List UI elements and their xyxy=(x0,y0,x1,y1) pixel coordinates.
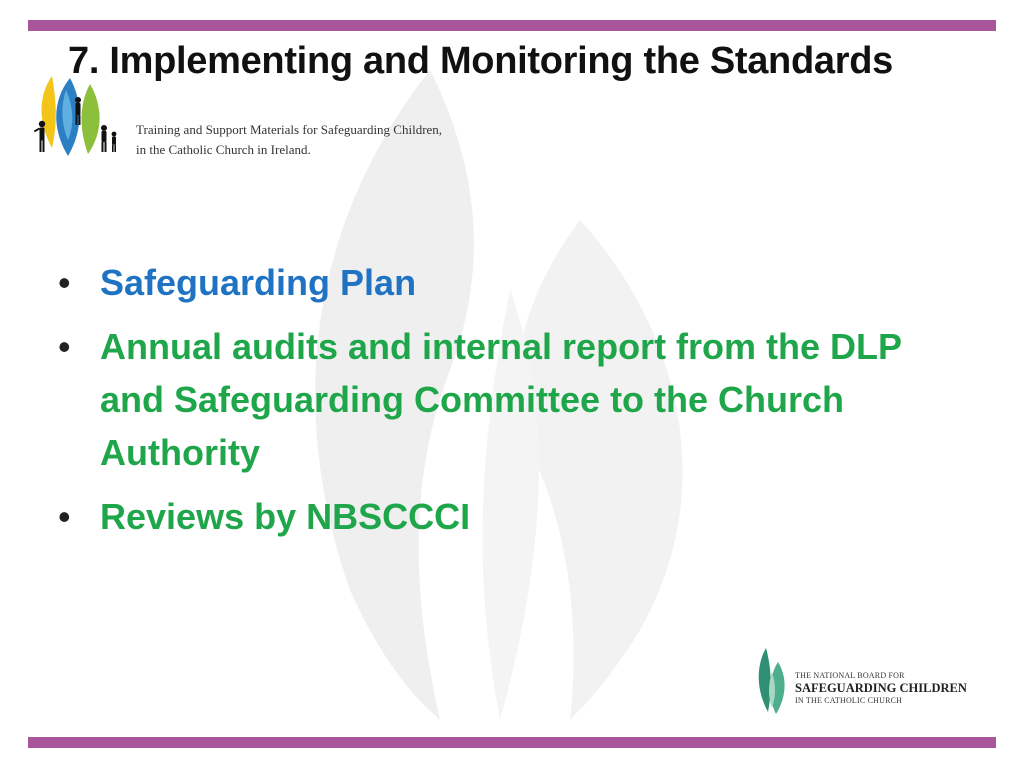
slide-title: 7. Implementing and Monitoring the Standards xyxy=(68,40,893,82)
tagline xyxy=(136,120,442,160)
bullet-text: Annual audits and internal report from the DLP and Safeguarding Committee to the Church Authority xyxy=(100,326,902,473)
bullet-text: Safeguarding Plan xyxy=(100,262,417,303)
bullet-text: Reviews by NBSCCCI xyxy=(100,496,471,537)
bullet-dot: • xyxy=(58,262,71,303)
board-line-2: SAFEGUARDING CHILDREN xyxy=(795,681,967,695)
flame-logo-icon xyxy=(30,70,126,160)
bullet-item-annual-audits xyxy=(58,320,958,479)
tagline-line-2: in the Catholic Church in Ireland. xyxy=(136,142,311,157)
bullet-list xyxy=(58,256,958,554)
bottom-accent-bar xyxy=(28,737,996,748)
bullet-dot: • xyxy=(58,326,71,367)
top-accent-bar xyxy=(28,20,996,31)
bullet-dot: • xyxy=(58,496,71,537)
board-flame-icon xyxy=(758,648,788,714)
bullet-item-reviews xyxy=(58,490,958,543)
bullet-item-safeguarding-plan xyxy=(58,256,958,309)
tagline-line-1: Training and Support Materials for Safeguarding Children, xyxy=(136,122,443,137)
board-wordmark xyxy=(795,671,967,706)
board-line-1: THE NATIONAL BOARD FOR xyxy=(795,671,905,680)
board-line-3: IN THE CATHOLIC CHURCH xyxy=(795,696,903,705)
